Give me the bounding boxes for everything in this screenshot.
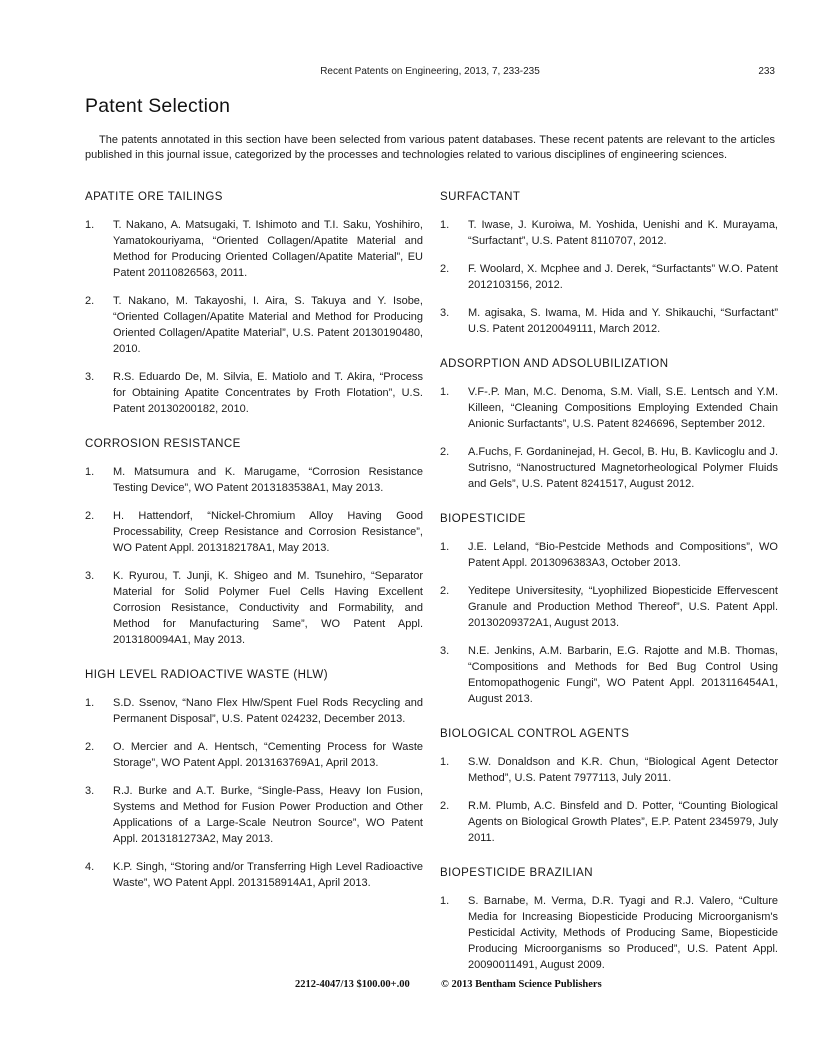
page-title: Patent Selection <box>85 95 231 117</box>
patent-item-text: T. Nakano, A. Matsugaki, T. Ishimoto and T.I. Saku, Yoshihiro, Yamatokouriyama, “Oriented Collagen/Apatite Material and Method for Producing Oriented Collagen/Apatite Material”, EU Patent 20110826563, 2011. <box>113 219 423 279</box>
patent-item-number: 3. <box>85 570 95 582</box>
journal-citation-line: Recent Patents on Engineering, 2013, 7, 233-235 <box>320 66 540 77</box>
patent-item-number: 2. <box>440 585 450 597</box>
running-header <box>85 66 775 79</box>
patent-section <box>440 866 778 973</box>
patent-item-text: V.F-.P. Man, M.C. Denoma, S.M. Viall, S.E. Lentsch and Y.M. Killeen, “Cleaning Compositions Employing Extended Chain Anionic Surfactants”, U.S. Patent 8246696, September 2012. <box>468 386 778 430</box>
patent-item-text: T. Nakano, M. Takayoshi, I. Aira, S. Takuya and Y. Isobe, “Oriented Collagen/Apatite Material and Method for Producing Oriented Collagen/Apatite Material”, U.S. Patent 20130190480, 2010. <box>113 295 423 355</box>
patent-item <box>85 783 423 847</box>
patent-section <box>85 437 423 648</box>
patent-item-number: 1. <box>440 386 450 398</box>
patent-item <box>85 859 423 891</box>
patent-item-number: 1. <box>85 219 95 231</box>
patent-item-number: 1. <box>85 466 95 478</box>
two-column-layout <box>85 190 778 985</box>
patent-list <box>440 893 778 973</box>
patent-item-number: 2. <box>440 446 450 458</box>
left-column <box>85 190 423 985</box>
patent-list <box>85 217 423 417</box>
patent-list <box>440 217 778 337</box>
patent-item <box>85 508 423 556</box>
page-number: 233 <box>758 66 775 77</box>
patent-item-number: 1. <box>85 697 95 709</box>
patent-list <box>440 754 778 846</box>
copyright-line: © 2013 Bentham Science Publishers <box>441 979 602 990</box>
patent-section <box>85 190 423 417</box>
patent-item <box>85 293 423 357</box>
patent-item-number: 2. <box>85 510 95 522</box>
patent-item <box>440 384 778 432</box>
page-footer <box>85 979 775 993</box>
patent-item-number: 1. <box>440 895 450 907</box>
patent-item-number: 3. <box>440 307 450 319</box>
issn-price-line: 2212-4047/13 $100.00+.00 <box>295 979 410 990</box>
patent-item-number: 3. <box>440 645 450 657</box>
patent-item-number: 3. <box>85 371 95 383</box>
section-heading: CORROSION RESISTANCE <box>85 438 241 450</box>
section-heading: SURFACTANT <box>440 191 521 203</box>
patent-item-text: A.Fuchs, F. Gordaninejad, H. Gecol, B. Hu, B. Kavlicoglu and J. Sutrisno, “Nanostructured Magnetorheological Polymer Fluids and Gels”, U.S. Patent 8241517, August 2012. <box>468 446 778 490</box>
patent-item-text: J.E. Leland, “Bio-Pestcide Methods and Compositions”, WO Patent Appl. 2013096383A3, October 2013. <box>468 541 778 569</box>
patent-list <box>85 464 423 648</box>
patent-item-number: 2. <box>440 263 450 275</box>
patent-item-text: S.D. Ssenov, “Nano Flex Hlw/Spent Fuel Rods Recycling and Permanent Disposal”, U.S. Patent 024232, December 2013. <box>113 697 423 725</box>
section-heading: BIOPESTICIDE BRAZILIAN <box>440 867 594 879</box>
patent-item <box>85 695 423 727</box>
patent-item <box>440 754 778 786</box>
section-heading: BIOLOGICAL CONTROL AGENTS <box>440 728 630 740</box>
patent-item-text: Yeditepe Universitesity, “Lyophilized Biopesticide Effervescent Granule and Production Method Thereof”, U.S. Patent Appl. 20130209372A1, August 2013. <box>468 585 778 629</box>
patent-item <box>85 217 423 281</box>
section-heading: HIGH LEVEL RADIOACTIVE WASTE (HLW) <box>85 669 328 681</box>
patent-section <box>440 512 778 707</box>
patent-section <box>85 668 423 891</box>
patent-item <box>440 261 778 293</box>
intro-paragraph: The patents annotated in this section have been selected from various patent databases. These recent patents are relevant to the articles published in this journal issue, categorized by the processes and technologies related to various disciplines of engineering sciences. <box>85 134 775 161</box>
patent-item <box>440 893 778 973</box>
patent-item-text: K.P. Singh, “Storing and/or Transferring High Level Radioactive Waste”, WO Patent Appl. 2013158914A1, April 2013. <box>113 861 423 889</box>
patent-item-number: 2. <box>85 295 95 307</box>
patent-item <box>85 568 423 648</box>
section-heading: BIOPESTICIDE <box>440 513 526 525</box>
patent-item-number: 2. <box>440 800 450 812</box>
journal-page <box>85 0 778 985</box>
right-column <box>440 190 778 985</box>
patent-item <box>85 739 423 771</box>
patent-item-number: 2. <box>85 741 95 753</box>
patent-item-text: T. Iwase, J. Kuroiwa, M. Yoshida, Uenishi and K. Murayama, “Surfactant”, U.S. Patent 8110707, 2012. <box>468 219 778 247</box>
patent-list <box>440 384 778 492</box>
patent-item-text: R.S. Eduardo De, M. Silvia, E. Matiolo and T. Akira, “Process for Obtaining Apatite Concentrates by Froth Flotation”, U.S. Patent 20130200182, 2010. <box>113 371 423 415</box>
patent-item-text: R.J. Burke and A.T. Burke, “Single-Pass, Heavy Ion Fusion, Systems and Method for Fusion Power Production and Other Applications of a Large-Scale Neutron Source”, WO Patent Appl. 2013181273A2, May 2013. <box>113 785 423 845</box>
patent-item-number: 4. <box>85 861 95 873</box>
patent-item-text: M. agisaka, S. Iwama, M. Hida and Y. Shikauchi, “Surfactant” U.S. Patent 20120049111, March 2012. <box>468 307 778 335</box>
patent-section <box>440 190 778 337</box>
patent-list <box>85 695 423 891</box>
patent-item-text: M. Matsumura and K. Marugame, “Corrosion Resistance Testing Device”, WO Patent 2013183538A1, May 2013. <box>113 466 423 494</box>
patent-item <box>85 369 423 417</box>
patent-item-number: 1. <box>440 219 450 231</box>
section-heading: APATITE ORE TAILINGS <box>85 191 223 203</box>
patent-item <box>440 217 778 249</box>
patent-item-number: 1. <box>440 541 450 553</box>
patent-section <box>440 727 778 846</box>
patent-item-text: S. Barnabe, M. Verma, D.R. Tyagi and R.J. Valero, “Culture Media for Increasing Biopesticide Producing Microorganism's Pesticidal Activity, Methods of Producing Same, Biopesticide Producing Microorganisms so Produced”, U.S. Patent Appl. 20090011491, August 2009. <box>468 895 778 971</box>
patent-item <box>440 539 778 571</box>
patent-item-text: R.M. Plumb, A.C. Binsfeld and D. Potter, “Counting Biological Agents on Biological Growth Plates”, E.P. Patent 2345979, July 2011. <box>468 800 778 844</box>
patent-item-number: 3. <box>85 785 95 797</box>
patent-item <box>440 643 778 707</box>
patent-item <box>440 305 778 337</box>
patent-item-text: H. Hattendorf, “Nickel-Chromium Alloy Having Good Processability, Creep Resistance and Corrosion Resistance”, WO Patent Appl. 2013182178A1, May 2013. <box>113 510 423 554</box>
patent-item-text: S.W. Donaldson and K.R. Chun, “Biological Agent Detector Method”, U.S. Patent 7977113, July 2011. <box>468 756 778 784</box>
patent-item-text: O. Mercier and A. Hentsch, “Cementing Process for Waste Storage”, WO Patent Appl. 2013163769A1, April 2013. <box>113 741 423 769</box>
patent-item-text: N.E. Jenkins, A.M. Barbarin, E.G. Rajotte and M.B. Thomas, “Compositions and Methods for Bed Bug Control Using Entomopathogenic Fungi”, WO Patent Appl. 2013116454A1, August 2013. <box>468 645 778 705</box>
patent-section <box>440 357 778 492</box>
section-heading: ADSORPTION AND ADSOLUBILIZATION <box>440 358 669 370</box>
patent-item <box>440 583 778 631</box>
patent-item <box>440 798 778 846</box>
patent-item-text: F. Woolard, X. Mcphee and J. Derek, “Surfactants” W.O. Patent 2012103156, 2012. <box>468 263 778 291</box>
patent-item <box>440 444 778 492</box>
patent-item-text: K. Ryurou, T. Junji, K. Shigeo and M. Tsunehiro, “Separator Material for Solid Polymer Fuel Cells Having Excellent Corrosion Resistance, Conductivity and Formability, and Method for Manufacturing Same”, WO Patent Appl. 2013180094A1, May 2013. <box>113 570 423 646</box>
patent-item <box>85 464 423 496</box>
patent-item-number: 1. <box>440 756 450 768</box>
patent-list <box>440 539 778 707</box>
